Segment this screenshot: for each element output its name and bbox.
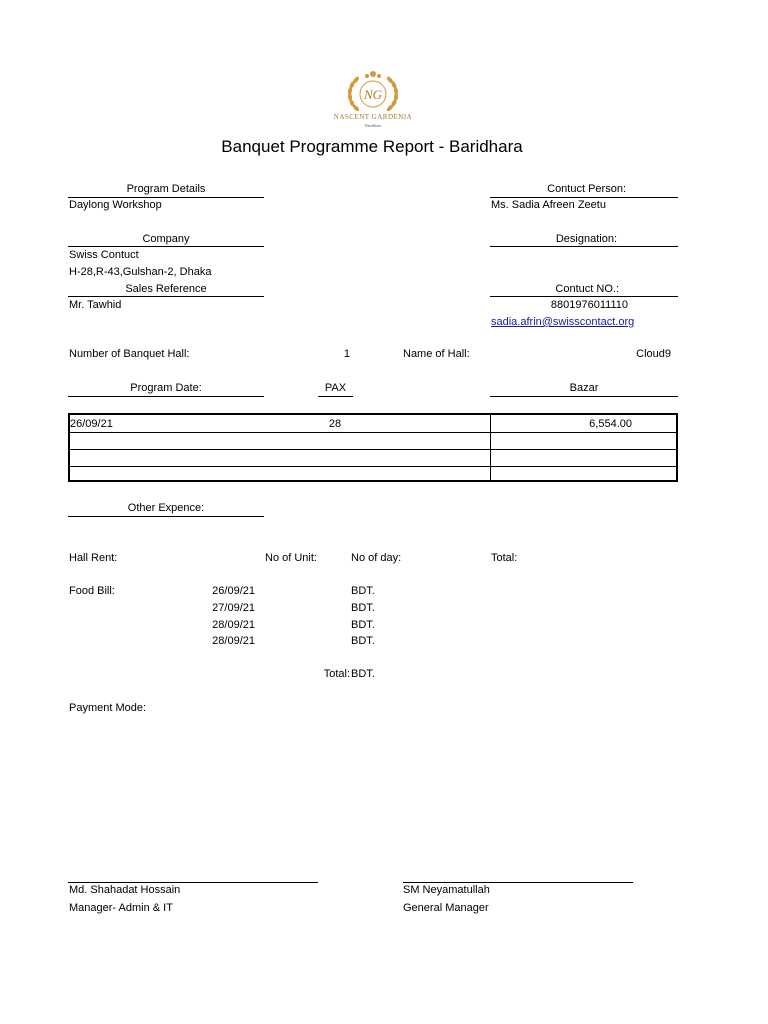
- pax-underline: [318, 396, 353, 397]
- contact-person-value: Ms. Sadia Afreen Zeetu: [491, 199, 606, 211]
- food-bill-date: 28/09/21: [212, 619, 255, 631]
- table-col-divider: [490, 415, 491, 480]
- left-signatory-name: Md. Shahadat Hossain: [69, 884, 181, 896]
- food-bill-total-label: Total:: [323, 668, 350, 680]
- bazar-underline: [490, 396, 678, 397]
- company-underline: [68, 246, 264, 247]
- no-of-day-label: No of day:: [351, 552, 402, 564]
- contact-no-label: Contuct NO.:: [555, 283, 619, 295]
- program-date-underline: [68, 396, 264, 397]
- food-bill-currency: BDT.: [351, 585, 375, 597]
- bazar-table: [68, 413, 678, 482]
- designation-label: Designation:: [555, 233, 617, 245]
- logo-name: NASCENT GARDENIA: [333, 113, 413, 121]
- table-row-divider: [70, 449, 676, 450]
- hall-rent-total-label: Total:: [491, 552, 518, 564]
- hall-name-label: Name of Hall:: [403, 348, 470, 360]
- banquet-hall-count-value: 1: [343, 348, 350, 360]
- food-bill-currency: BDT.: [351, 602, 375, 614]
- company-address: H-28,R-43,Gulshan-2, Dhaka: [69, 266, 212, 278]
- sales-reference-underline: [68, 296, 264, 297]
- other-expence-underline: [68, 516, 264, 517]
- right-signatory-name: SM Neyamatullah: [403, 884, 490, 896]
- table-row-divider: [70, 466, 676, 467]
- left-signatory-title: Manager- Admin & IT: [69, 902, 173, 914]
- payment-mode-label: Payment Mode:: [69, 702, 147, 714]
- table-cell-pax: 28: [328, 418, 342, 430]
- food-bill-currency: BDT.: [351, 635, 375, 647]
- table-cell-bazar: 6,554.00: [589, 418, 632, 430]
- company-name: Swiss Contuct: [69, 249, 139, 261]
- contact-phone: 8801976011110: [550, 299, 628, 311]
- table-row-divider: [70, 432, 676, 433]
- food-bill-date: 28/09/21: [212, 635, 255, 647]
- table-cell-date: 26/09/21: [70, 418, 113, 430]
- contact-no-underline: [490, 296, 678, 297]
- banquet-hall-count-label: Number of Banquet Hall:: [69, 348, 190, 360]
- food-bill-total-currency: BDT.: [351, 668, 375, 680]
- hall-rent-label: Hall Rent:: [69, 552, 118, 564]
- food-bill-label: Food Bill:: [69, 585, 115, 597]
- right-signatory-title: General Manager: [403, 902, 489, 914]
- food-bill-currency: BDT.: [351, 619, 375, 631]
- svg-text:NG: NG: [363, 87, 383, 102]
- food-bill-date: 26/09/21: [212, 585, 255, 597]
- no-of-unit-label: No of Unit:: [265, 552, 317, 564]
- hall-name-value: Cloud9: [636, 348, 671, 360]
- program-details-value: Daylong Workshop: [69, 199, 162, 211]
- logo-tagline: Baridhara: [365, 123, 381, 128]
- other-expence-label: Other Expence:: [127, 502, 205, 514]
- food-bill-date: 27/09/21: [212, 602, 255, 614]
- company-label: Company: [142, 233, 190, 245]
- sales-reference-label: Sales Reference: [125, 283, 207, 295]
- bazar-header: Bazar: [569, 382, 599, 394]
- contact-person-label: Contuct Person:: [547, 183, 626, 195]
- page-title: Banquet Programme Report - Baridhara: [221, 137, 523, 156]
- pax-header: PAX: [324, 382, 347, 394]
- designation-underline: [490, 246, 678, 247]
- program-date-header: Program Date:: [130, 382, 202, 394]
- sales-reference-value: Mr. Tawhid: [69, 299, 122, 311]
- program-details-label: Program Details: [126, 183, 206, 195]
- contact-email-link[interactable]: sadia.afrin@swisscontact.org: [491, 316, 635, 328]
